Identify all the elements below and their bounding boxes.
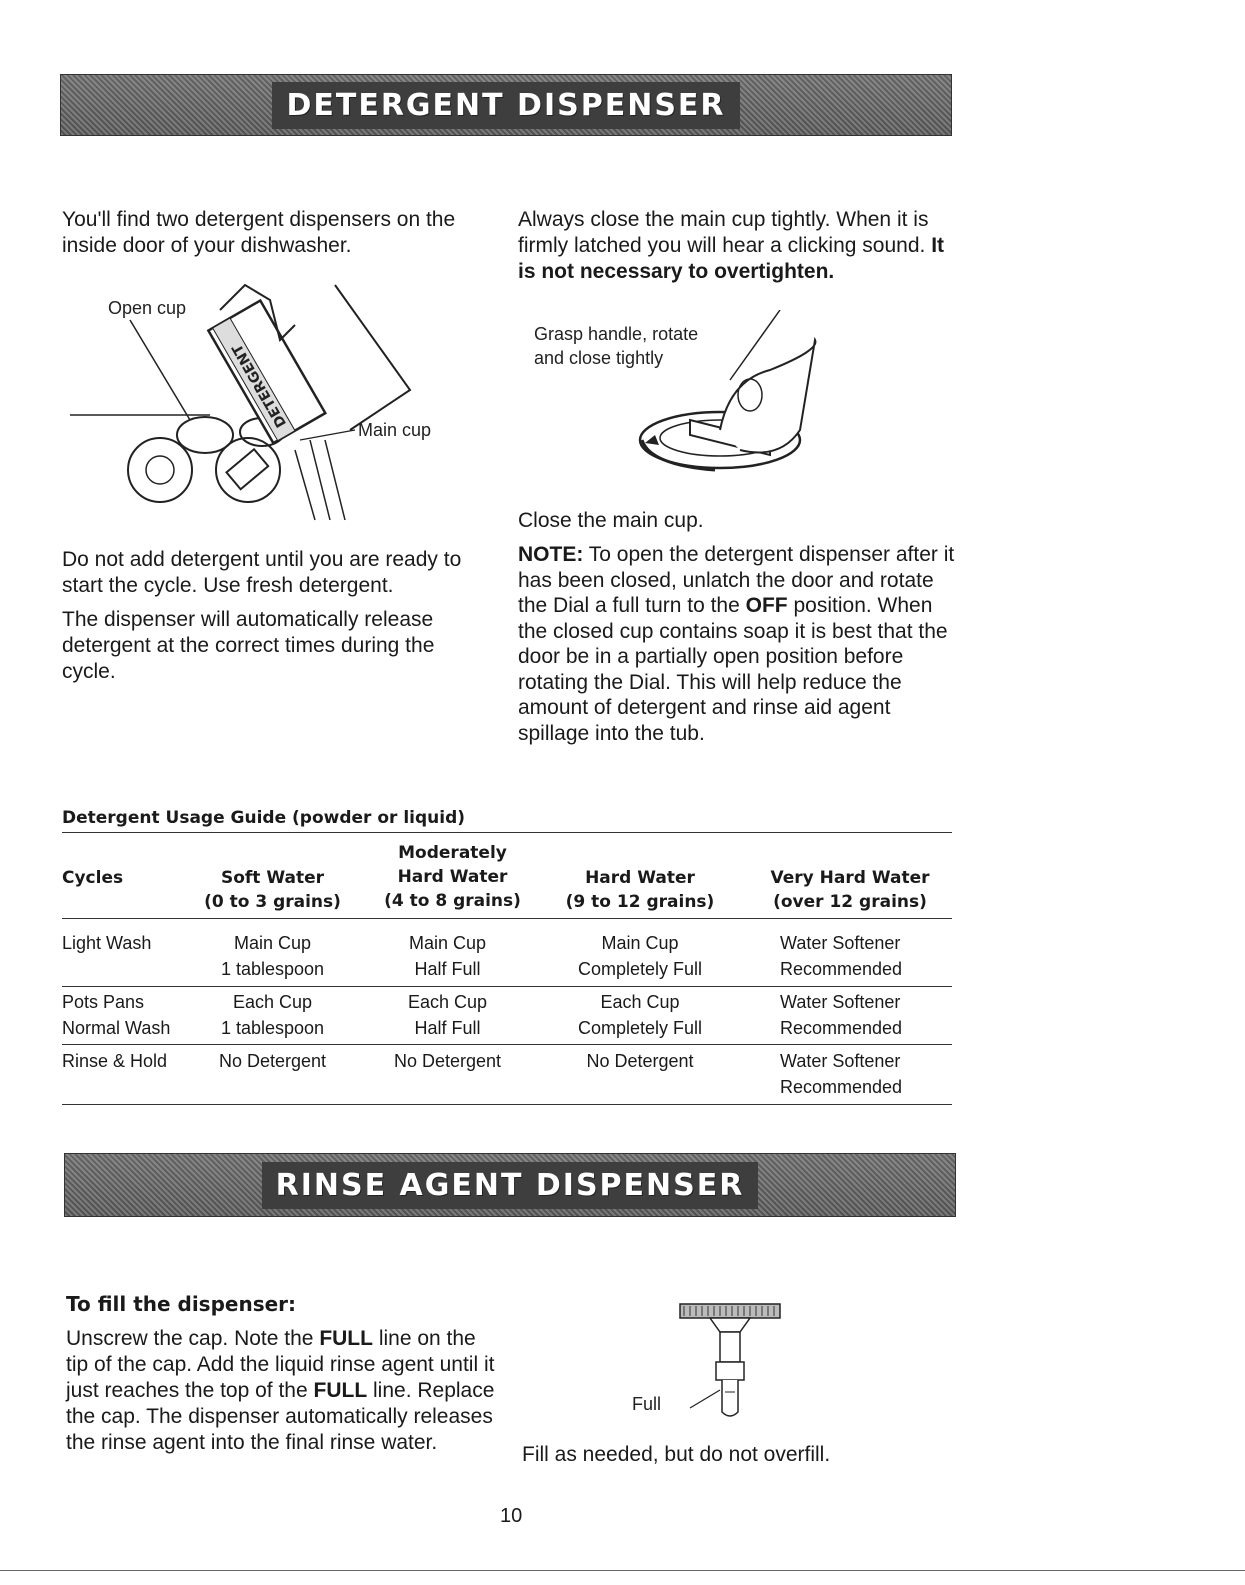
section-title: RINSE AGENT DISPENSER xyxy=(262,1162,759,1209)
cell-line: Recommended xyxy=(780,1018,903,1038)
table-cell xyxy=(780,930,902,982)
cell-line: No Detergent xyxy=(393,1051,502,1071)
full-label: FULL xyxy=(313,1379,368,1402)
table-cell xyxy=(550,930,730,982)
table-rule xyxy=(62,1104,952,1105)
table-rule xyxy=(62,1044,952,1045)
header-line: (0 to 3 grains) xyxy=(204,892,341,912)
table-rule xyxy=(62,918,952,919)
table-cell xyxy=(365,930,530,982)
instruction-text: line on the tip of the cap. Add the liquid rinse agent until it just reaches the top of the xyxy=(66,1327,495,1402)
header-line: Moderately xyxy=(398,843,507,863)
close-cup-drawing xyxy=(620,310,840,480)
cell-line: Each Cup xyxy=(407,992,488,1012)
cell-line: Recommended xyxy=(780,959,903,979)
table-cell xyxy=(365,1048,530,1074)
cell-line: Each Cup xyxy=(600,992,680,1012)
cell-line: 1 tablespoon xyxy=(220,1018,325,1038)
note-text: position. When the closed cup contains soap it is best that the door be in a partially open position before rotating the Dial. This will help reduce the amount of detergent and rinse aid agent spillage into the tub. xyxy=(518,594,948,745)
cell-line: Normal Wash xyxy=(62,1018,171,1038)
instruction-text: Unscrew the cap. Note the xyxy=(66,1327,314,1350)
table-cell xyxy=(780,989,902,1041)
note-text: To open the detergent dispenser after it has been closed, unlatch the door and rotate the Dial a full turn to the xyxy=(518,543,955,617)
cell-line: 1 tablespoon xyxy=(220,959,325,979)
cell-line: Water Softener xyxy=(780,992,901,1012)
cell-line: Half Full xyxy=(414,959,481,979)
cell-line: Pots Pans xyxy=(62,992,145,1012)
table-rule xyxy=(62,832,952,833)
table-cell xyxy=(550,1048,730,1074)
cell-line: Completely Full xyxy=(577,959,703,979)
section-banner-rinse xyxy=(64,1153,956,1217)
instruction-text: line. Replace the cap. The dispenser automatically releases the rinse agent into the final rinse water. xyxy=(66,1379,495,1454)
section-title: DETERGENT DISPENSER xyxy=(272,82,739,129)
main-cup-label: Main cup xyxy=(358,420,432,440)
table-rule xyxy=(62,986,952,987)
header-line: (4 to 8 grains) xyxy=(384,891,521,911)
close-main-cup-caption: Close the main cup. xyxy=(518,509,704,532)
grasp-label-line: and close tightly xyxy=(534,348,664,368)
header-line: Very Hard Water xyxy=(770,868,930,888)
close-cup-illustration xyxy=(620,310,840,480)
cell-line: Half Full xyxy=(414,1018,481,1038)
cell-line: Rinse & Hold xyxy=(62,1051,168,1071)
cell-line: Completely Full xyxy=(577,1018,703,1038)
table-cell xyxy=(550,989,730,1041)
rinse-cap-illustration xyxy=(670,1300,790,1425)
header-line: Hard Water xyxy=(397,867,508,887)
cell-line: Main Cup xyxy=(233,933,312,953)
cell-line: Main Cup xyxy=(601,933,679,953)
table-cell-cycle xyxy=(62,989,170,1041)
cell-line: No Detergent xyxy=(218,1051,327,1071)
header-line: Soft Water xyxy=(220,868,325,888)
col-header-cycles: Cycles xyxy=(62,868,124,888)
close-tight-text: Always close the main cup tightly. When it is firmly latched you will hear a clicking sound. xyxy=(518,208,929,257)
intro-left-text-2 xyxy=(62,547,487,693)
header-line: Hard Water xyxy=(585,868,695,888)
cell-line: Water Softener xyxy=(780,933,901,953)
table-cell xyxy=(365,989,530,1041)
rinse-cap-drawing xyxy=(670,1300,790,1425)
pour-detergent-illustration xyxy=(70,280,490,540)
table-cell-cycle xyxy=(62,1048,167,1074)
overtighten-warning: It is not necessary to overtighten. xyxy=(518,234,945,283)
off-label: OFF xyxy=(745,594,788,617)
cell-line: No Detergent xyxy=(586,1051,694,1071)
box-label: DETERGENT xyxy=(229,341,290,430)
intro-right-text-2 xyxy=(518,508,958,754)
table-cell xyxy=(190,930,355,982)
open-cup-label: Open cup xyxy=(108,298,187,318)
cell-line: Light Wash xyxy=(62,933,152,953)
intro-left-text xyxy=(62,207,482,267)
full-label: FULL xyxy=(319,1327,373,1350)
page-edge xyxy=(0,1570,1245,1571)
rinse-caption: Fill as needed, but do not overfill. xyxy=(522,1443,831,1466)
cell-line: Each Cup xyxy=(232,992,313,1012)
grasp-label-line: Grasp handle, rotate xyxy=(534,324,699,344)
fill-dispenser-title: To fill the dispenser: xyxy=(66,1292,297,1316)
col-header-moderate xyxy=(365,841,540,913)
col-header-hard xyxy=(550,866,730,914)
usage-guide-title: Detergent Usage Guide (powder or liquid) xyxy=(62,808,466,828)
full-line-label: Full xyxy=(632,1394,662,1414)
table-cell-cycle xyxy=(62,930,151,956)
note-label: NOTE: xyxy=(518,543,584,566)
col-header-soft xyxy=(190,866,355,914)
header-line: (over 12 grains) xyxy=(773,892,927,912)
section-banner-detergent xyxy=(60,74,952,136)
intro-paragraph: The dispenser will automatically release detergent at the correct times during the cycle. xyxy=(62,608,435,683)
intro-paragraph: You'll find two detergent dispensers on the inside door of your dishwasher. xyxy=(62,208,456,257)
cell-line: Recommended xyxy=(780,1077,903,1097)
table-cell xyxy=(780,1048,902,1100)
intro-right-text xyxy=(518,207,958,293)
col-header-very-hard xyxy=(750,866,950,914)
intro-paragraph: Do not add detergent until you are ready to start the cycle. Use fresh detergent. xyxy=(62,548,462,597)
header-line: (9 to 12 grains) xyxy=(565,892,715,912)
page-number: 10 xyxy=(500,1505,523,1527)
cell-line: Water Softener xyxy=(780,1051,901,1071)
cell-line: Main Cup xyxy=(408,933,487,953)
fill-instructions xyxy=(66,1326,496,1456)
table-cell xyxy=(190,989,355,1041)
pour-detergent-drawing xyxy=(70,280,490,540)
table-cell xyxy=(190,1048,355,1074)
